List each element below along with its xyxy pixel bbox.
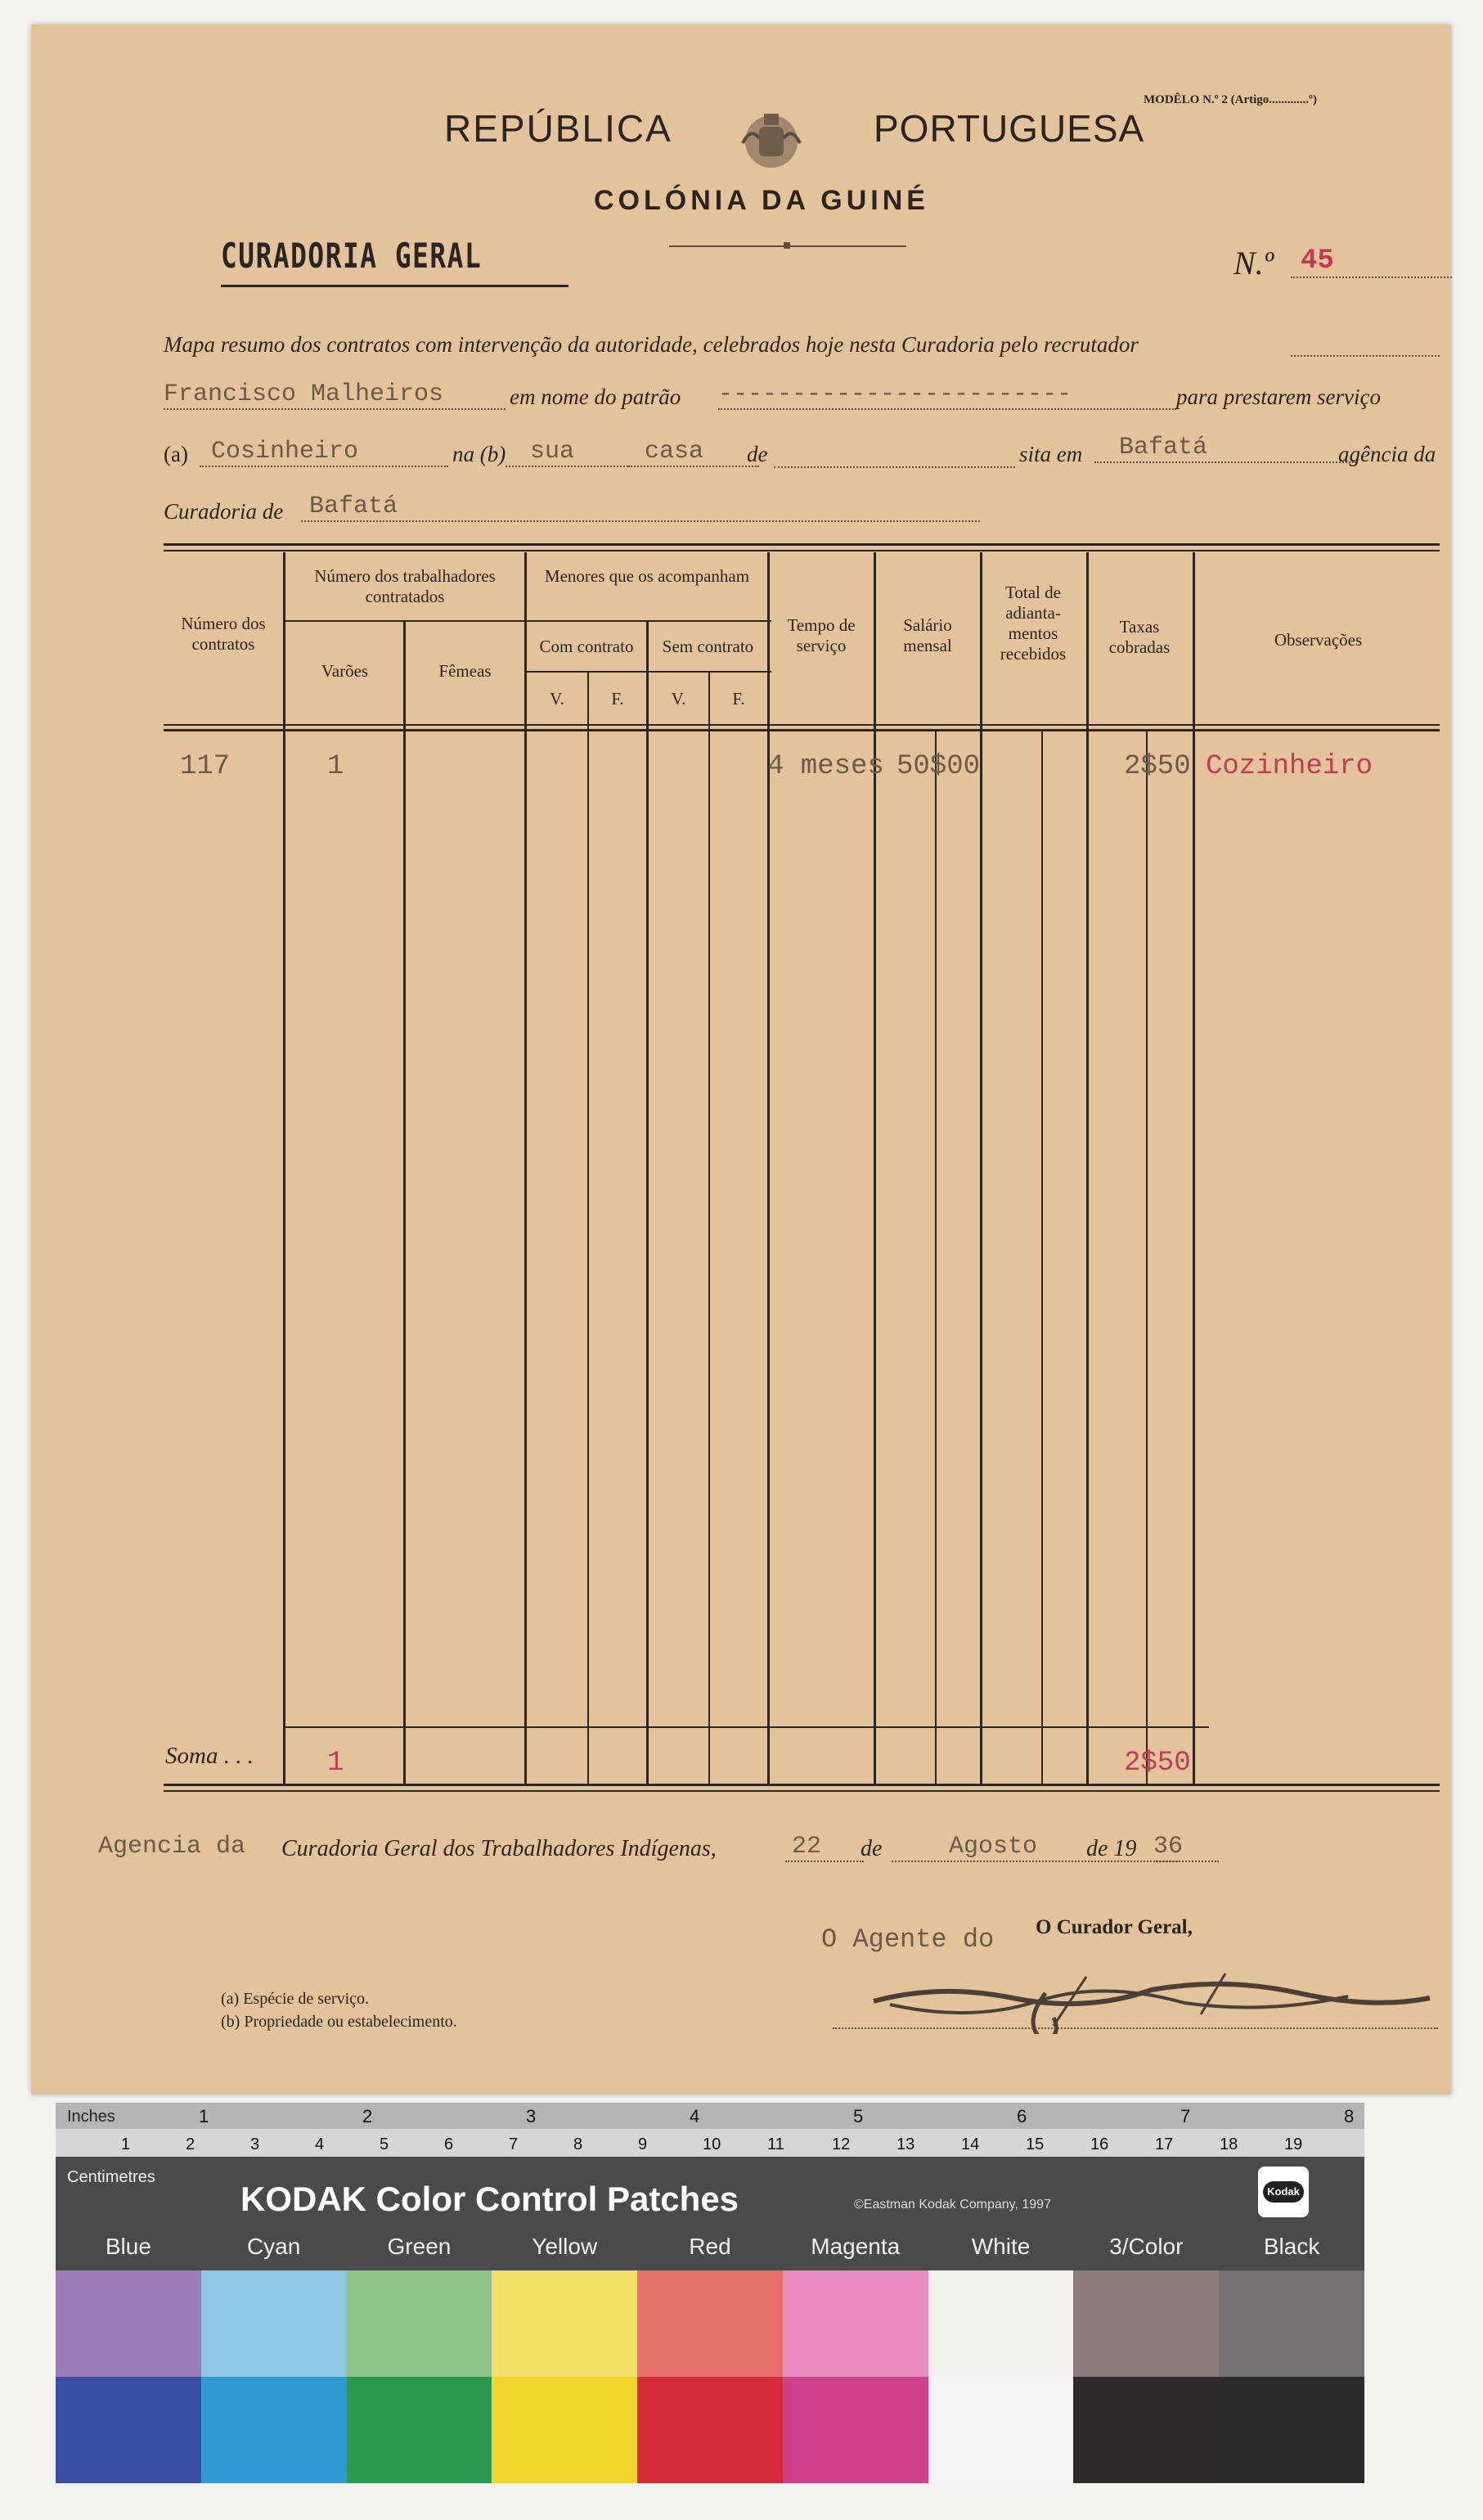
de-dots [774, 466, 1015, 468]
kodak-title: KODAK Color Control Patches [240, 2180, 739, 2218]
header-portuguesa: PORTUGUESA [874, 107, 1145, 150]
numero-value: 45 [1291, 245, 1452, 278]
header-bottom-rule-2 [164, 729, 1440, 731]
soma-label: Soma . . . [165, 1743, 254, 1769]
color-patch [1073, 2270, 1219, 2377]
col-line-14 [1193, 552, 1195, 1786]
header-com-v: V. [550, 689, 564, 709]
numero-label: N.º [1234, 245, 1274, 281]
header-salario: Salário mensal [903, 615, 952, 655]
signature [841, 1944, 1446, 2034]
centimetres-label: Centimetres [67, 2168, 155, 2186]
color-patch [201, 2270, 347, 2377]
coat-of-arms-icon [735, 102, 808, 176]
cm-number: 8 [573, 2135, 583, 2153]
curadoria-local-value: Bafatá [301, 493, 980, 522]
note-b: (b) Propriedade ou estabelecimento. [221, 2013, 457, 2031]
header-com-contrato: Com contrato [539, 637, 634, 656]
color-patch [1219, 2270, 1364, 2377]
header-com-f: F. [611, 689, 624, 709]
cm-number: 10 [703, 2135, 721, 2153]
color-label: Black [1263, 2234, 1320, 2259]
agente-label: O Agente do [821, 1924, 995, 1955]
color-patch [56, 2377, 201, 2483]
date-day: 22 [785, 1833, 864, 1862]
color-patch [928, 2377, 1074, 2483]
row-observacoes: Cozinheiro [1206, 751, 1373, 782]
inch-number: 1 [199, 2106, 209, 2126]
header-observacoes: Observações [1274, 630, 1363, 650]
row-salario: 50$00 [897, 751, 981, 782]
header-sem-v: V. [671, 689, 686, 709]
color-label: Cyan [246, 2234, 301, 2259]
inches-label: Inches [67, 2108, 115, 2126]
b-value-2: casa [628, 438, 759, 467]
cm-number: 16 [1090, 2135, 1109, 2153]
color-patch [492, 2270, 637, 2377]
table-bottom-rule [164, 1784, 1440, 1786]
color-label: White [971, 2234, 1031, 2259]
col-line-1 [283, 552, 285, 1786]
color-patch [1219, 2377, 1364, 2483]
curadoria-de-label: Curadoria de [164, 499, 284, 524]
color-patch [783, 2270, 928, 2377]
inch-number: 8 [1344, 2106, 1355, 2126]
soma-taxas: 2$50 [1124, 1748, 1191, 1779]
color-patch [201, 2377, 347, 2483]
color-label: Magenta [811, 2234, 901, 2259]
col-line-4 [587, 673, 589, 1786]
header-total: Total de adianta- mentos recebidos [1000, 583, 1067, 664]
inch-number: 3 [526, 2106, 537, 2126]
kodak-logo-text: Kodak [1263, 2181, 1304, 2203]
col-line-7 [767, 552, 770, 1786]
form-line-1: Mapa resumo dos contratos com intervenção da autoridade, celebrados hoje nesta Curadoria pelo recrutador [164, 332, 1139, 357]
color-label: Red [689, 2234, 731, 2259]
header-menores: Menores que os acompanham [544, 566, 750, 586]
em-nome-label: em nome do patrão [510, 385, 681, 409]
col-line-2 [403, 622, 406, 1786]
agencia-da-label: agência da [1338, 442, 1436, 466]
col-line-9 [935, 730, 937, 1786]
sita-em-label: sita em [1019, 442, 1083, 466]
cm-number: 5 [380, 2135, 389, 2153]
curadoria-footer-text: Curadoria Geral dos Trabalhadores Indígenas, [281, 1836, 717, 1861]
col-line-8 [874, 552, 876, 1786]
cm-number: 13 [897, 2135, 915, 2153]
table-top-rule [164, 543, 1440, 546]
curadoria-geral-title: CURADORIA GERAL [221, 236, 483, 276]
inch-number: 7 [1180, 2106, 1191, 2126]
col-line-5 [646, 622, 649, 1786]
color-patch [347, 2377, 492, 2483]
color-patches [56, 2270, 1364, 2483]
de-label: de [747, 442, 768, 466]
modelo-label: MODÊLO N.º 2 (Artigo.............º) [1144, 93, 1317, 106]
divider-ornament [784, 242, 790, 249]
cm-number: 15 [1026, 2135, 1045, 2153]
header-sem-contrato: Sem contrato [662, 637, 754, 656]
date-de-2: de 19 [1086, 1836, 1137, 1861]
inch-number: 4 [690, 2106, 700, 2126]
inch-number: 6 [1017, 2106, 1027, 2126]
recruiter-name: Francisco Malheiros [164, 380, 506, 410]
cm-number: 18 [1220, 2135, 1238, 2153]
curador-label: O Curador Geral, [1036, 1916, 1193, 1938]
row-contrato: 117 [180, 751, 231, 782]
header-femeas: Fêmeas [438, 661, 492, 681]
color-patch [637, 2270, 783, 2377]
soma-varoes: 1 [327, 1748, 344, 1779]
servico-value: Cosinheiro [200, 438, 448, 467]
color-patch [637, 2377, 783, 2483]
col-line-3 [524, 552, 527, 1786]
cm-number: 2 [186, 2135, 195, 2153]
cm-number: 4 [315, 2135, 325, 2153]
inch-number: 2 [362, 2106, 373, 2126]
cm-number: 19 [1284, 2135, 1303, 2153]
cm-number: 14 [961, 2135, 980, 2153]
row-tempo: 4 meses [767, 751, 884, 782]
color-label: Blue [105, 2234, 151, 2259]
date-de-1: de [861, 1836, 883, 1861]
color-label: Green [387, 2234, 452, 2259]
color-patch [928, 2270, 1074, 2377]
cm-number: 11 [767, 2135, 784, 2153]
color-patch [1073, 2377, 1219, 2483]
patrao-value: ------------------------ [718, 380, 1176, 410]
agencia-label: Agencia da [98, 1833, 246, 1861]
color-label: 3/Color [1109, 2234, 1184, 2259]
header-numero-contratos: Número dos contratos [181, 614, 266, 654]
color-patch [492, 2377, 637, 2483]
header-bottom-rule [164, 724, 1440, 726]
header-sem-f: F. [732, 689, 745, 709]
col-line-6 [708, 673, 710, 1786]
curadoria-underline [221, 285, 568, 287]
cm-number: 17 [1155, 2135, 1174, 2153]
kodak-logo [1258, 2167, 1309, 2217]
header-taxas: Taxas cobradas [1108, 617, 1171, 657]
header-varoes: Varões [321, 661, 369, 681]
cm-number: 12 [832, 2135, 851, 2153]
cm-number: 1 [121, 2135, 131, 2153]
cm-number: 6 [444, 2135, 454, 2153]
na-b-label: na (b) [452, 442, 506, 466]
row-varoes: 1 [327, 751, 344, 782]
row-taxas: 2$50 [1124, 751, 1191, 782]
note-a: (a) Espécie de serviço. [221, 1990, 370, 2008]
soma-top-rule [285, 1726, 1209, 1728]
document-paper [31, 25, 1451, 2095]
kodak-copyright: ©Eastman Kodak Company, 1997 [854, 2198, 1051, 2212]
date-year: 36 [1153, 1833, 1219, 1862]
a-label: (a) [164, 442, 188, 466]
col-line-10 [980, 552, 982, 1786]
signature-line [833, 2027, 1438, 2029]
colonia-title: COLÓNIA DA GUINÉ [594, 185, 929, 216]
color-patch [56, 2270, 201, 2377]
table-bottom-rule-2 [164, 1790, 1440, 1792]
col-line-12 [1086, 552, 1089, 1786]
color-patch [783, 2377, 928, 2483]
kodak-color-target [56, 2103, 1364, 2270]
color-patch [347, 2270, 492, 2377]
cm-number: 7 [509, 2135, 519, 2153]
table-top-rule-2 [164, 550, 1440, 551]
inch-number: 5 [853, 2106, 864, 2126]
cm-number: 9 [638, 2135, 648, 2153]
header-numero-trabalhadores: Número dos trabalhadores contratados [314, 566, 496, 606]
col-line-13 [1146, 730, 1148, 1786]
local-value: Bafatá [1094, 434, 1356, 463]
header-tempo: Tempo de serviço [787, 615, 856, 655]
recruiter-dots [1291, 355, 1440, 357]
header-republica: REPÚBLICA [444, 107, 672, 150]
date-month: Agosto [892, 1833, 1178, 1862]
cm-number: 3 [250, 2135, 260, 2153]
menores-divider [526, 620, 771, 622]
b-value-1: sua [506, 438, 628, 467]
color-label: Yellow [532, 2234, 598, 2259]
col-line-11 [1041, 730, 1043, 1786]
para-prestarem-label: para prestarem serviço [1176, 385, 1381, 409]
inch-ruler [56, 2103, 1364, 2129]
contrato-divider [526, 671, 771, 673]
